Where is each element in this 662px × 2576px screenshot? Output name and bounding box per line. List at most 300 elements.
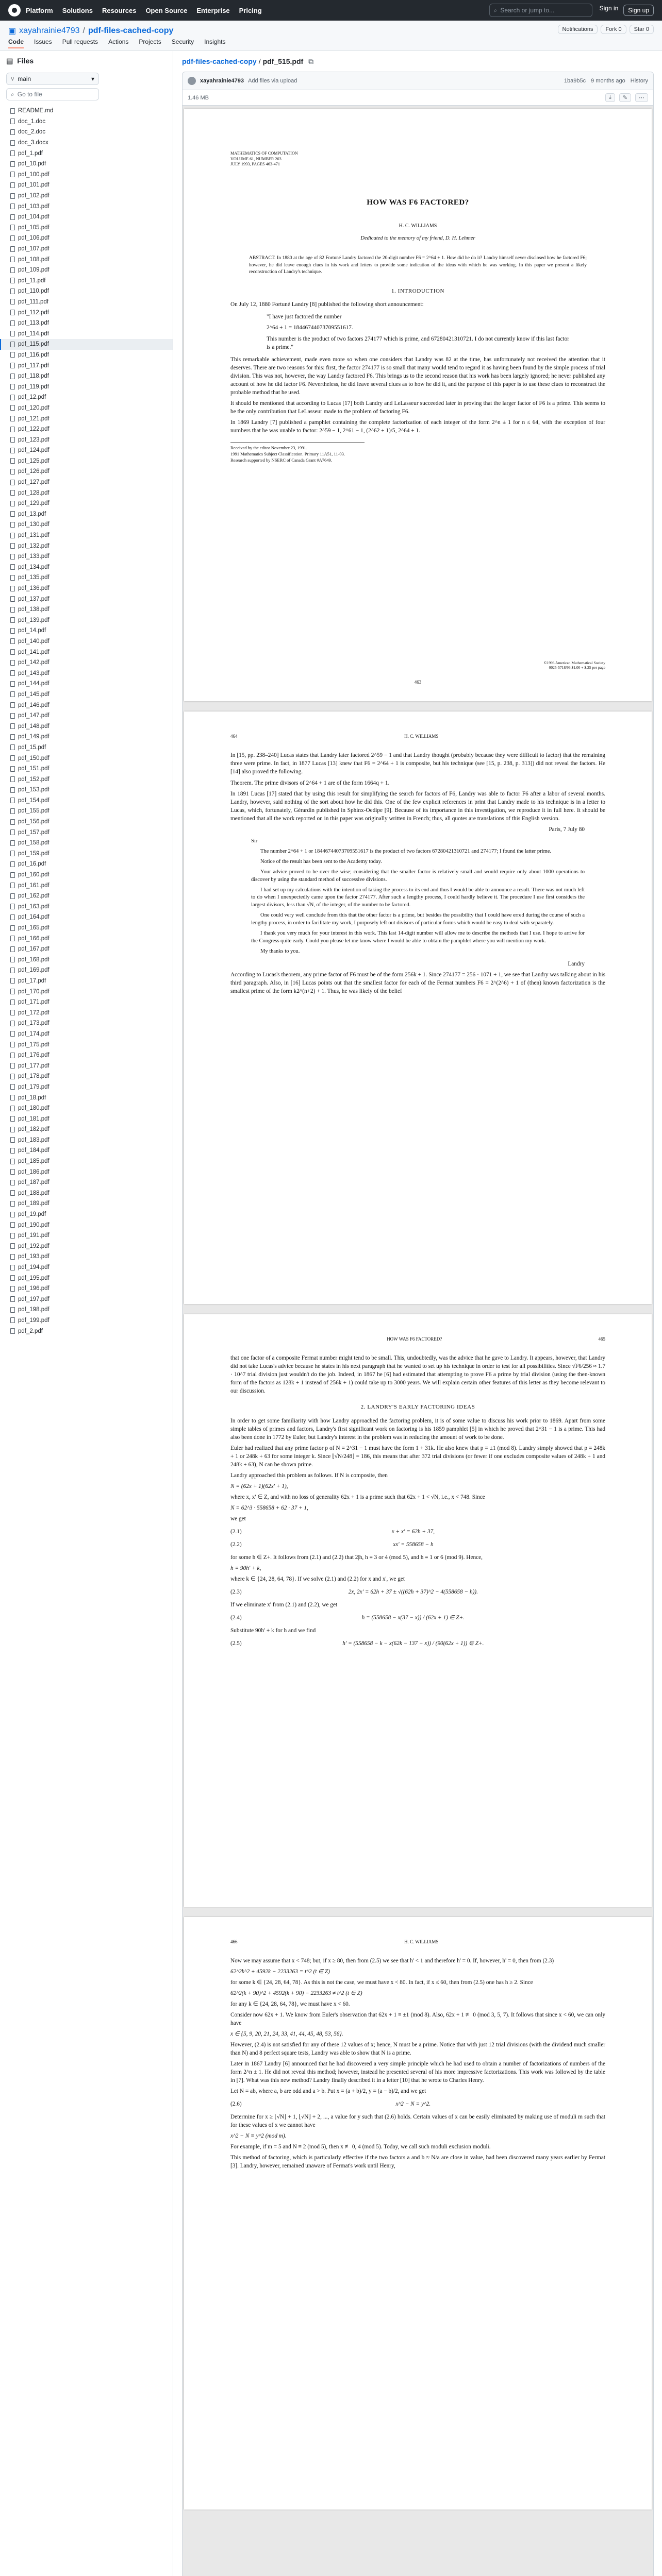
file-tree-item[interactable] bbox=[0, 944, 173, 955]
file-tree-item[interactable] bbox=[0, 424, 173, 435]
file-tree-item[interactable] bbox=[0, 986, 173, 997]
sidebar-toggle-icon[interactable]: ▤ bbox=[6, 56, 13, 65]
star-button[interactable]: Star 0 bbox=[630, 25, 654, 34]
file-tree-item[interactable] bbox=[0, 1241, 173, 1252]
footnote-line: Research supported by NSERC of Canada Grant #A7649. bbox=[230, 457, 332, 463]
commit-age: 9 months ago bbox=[591, 78, 625, 84]
file-icon bbox=[10, 129, 15, 135]
file-icon bbox=[10, 246, 15, 252]
history-link[interactable]: History bbox=[630, 78, 648, 84]
file-tree-item[interactable] bbox=[0, 307, 173, 318]
file-tree-item-label: pdf_165.pdf bbox=[18, 925, 49, 931]
file-tree-item-label: pdf_107.pdf bbox=[18, 246, 49, 252]
file-tree-item-label: pdf_168.pdf bbox=[18, 956, 49, 963]
file-icon bbox=[10, 628, 15, 634]
file-tree-item[interactable] bbox=[0, 1209, 173, 1220]
paragraph: Let N = ab, where a, b are odd and a > b. Put x = (a + b)/2, y = (a − b)/2, and we get bbox=[230, 2088, 426, 2095]
file-tree-item-label: pdf_155.pdf bbox=[18, 808, 49, 815]
file-tree-item[interactable] bbox=[0, 1177, 173, 1188]
file-tree-item[interactable] bbox=[0, 487, 173, 498]
file-icon bbox=[10, 670, 15, 676]
file-tree-item-label: pdf_163.pdf bbox=[18, 903, 49, 910]
file-icon bbox=[10, 278, 15, 283]
fork-button[interactable]: Fork 0 bbox=[601, 25, 626, 34]
file-icon bbox=[10, 883, 15, 888]
repo-title bbox=[8, 26, 173, 36]
file-tree-item[interactable] bbox=[0, 1124, 173, 1135]
pdf-page-465 bbox=[184, 1314, 652, 1907]
file-tree-item[interactable] bbox=[0, 647, 173, 657]
file-tree-item[interactable] bbox=[0, 923, 173, 934]
file-tree-item-label: pdf_135.pdf bbox=[18, 574, 49, 581]
file-icon bbox=[10, 978, 15, 984]
file-tree-item[interactable] bbox=[0, 1060, 173, 1071]
file-tree-item[interactable] bbox=[0, 721, 173, 732]
file-tree-item[interactable] bbox=[0, 170, 173, 180]
file-tree-item-label: pdf_127.pdf bbox=[18, 479, 49, 486]
file-icon bbox=[10, 1275, 15, 1281]
file-toolbar-buttons bbox=[605, 93, 648, 102]
sign-up-button[interactable]: Sign up bbox=[623, 5, 654, 16]
file-tree-item[interactable] bbox=[0, 519, 173, 530]
file-tree-item[interactable] bbox=[0, 116, 173, 127]
file-tree-item[interactable] bbox=[0, 191, 173, 201]
file-icon bbox=[10, 1212, 15, 1217]
file-tree-item[interactable] bbox=[0, 880, 173, 891]
file-tree-item[interactable] bbox=[0, 870, 173, 880]
tab-insights[interactable]: Insights bbox=[204, 38, 226, 45]
file-tree-item[interactable] bbox=[0, 657, 173, 668]
file-tree-item-label: pdf_101.pdf bbox=[18, 182, 49, 189]
file-tree-item[interactable] bbox=[0, 180, 173, 191]
file-tree-item[interactable] bbox=[0, 1007, 173, 1018]
letter-paragraph: Notice of the result has been sent to the Academy today. bbox=[260, 858, 382, 865]
file-tree-item[interactable] bbox=[0, 997, 173, 1008]
paragraph: Landry approached this problem as follows. If N is composite, then bbox=[230, 1472, 388, 1479]
file-tree-item[interactable] bbox=[0, 1304, 173, 1315]
file-tree-item[interactable] bbox=[0, 498, 173, 509]
file-tree-item[interactable] bbox=[0, 700, 173, 710]
pdf-viewer[interactable] bbox=[182, 106, 654, 2576]
file-tree-item[interactable] bbox=[0, 1315, 173, 1326]
file-tree-item-label: pdf_142.pdf bbox=[18, 659, 49, 666]
pdf-page-464 bbox=[184, 711, 652, 1304]
file-icon bbox=[10, 1137, 15, 1143]
file-tree-item[interactable] bbox=[0, 1039, 173, 1050]
repo-actions bbox=[558, 25, 654, 34]
file-tree-item[interactable] bbox=[0, 381, 173, 392]
file-icon bbox=[10, 405, 15, 411]
file-icon bbox=[10, 1222, 15, 1228]
paragraph: for some h ∈ Z+. It follows from (2.1) and (2.2) that 2|h, h ≡ 3 or 4 (mod 5), and h ≡ 1 or 6 (mod 9). Hence, bbox=[230, 1554, 483, 1561]
file-icon bbox=[10, 289, 15, 294]
equation: x ∈ {5, 9, 20, 21, 24, 33, 41, 44, 45, 48, 53, 56}. bbox=[230, 2030, 343, 2037]
file-icon bbox=[10, 140, 15, 146]
file-tree-item-label: pdf_182.pdf bbox=[18, 1126, 49, 1133]
nav-open-source[interactable]: Open Source bbox=[145, 6, 188, 14]
file-tree-item[interactable] bbox=[0, 392, 173, 403]
file-tree-item[interactable] bbox=[0, 403, 173, 414]
global-nav bbox=[26, 7, 262, 14]
sidebar-title: Files bbox=[17, 57, 34, 65]
file-tree-sidebar bbox=[0, 51, 173, 2576]
file-icon bbox=[10, 1010, 15, 1015]
file-tree-item[interactable] bbox=[0, 413, 173, 424]
avatar[interactable] bbox=[188, 77, 196, 85]
file-filter-input[interactable] bbox=[6, 88, 99, 100]
commit-message[interactable]: Add files via upload bbox=[248, 78, 297, 84]
file-tree-item[interactable] bbox=[0, 1262, 173, 1273]
file-tree-item[interactable] bbox=[0, 572, 173, 583]
file-tree-item[interactable] bbox=[0, 902, 173, 912]
file-tree-item[interactable] bbox=[0, 732, 173, 742]
nav-resources[interactable]: Resources bbox=[102, 6, 137, 14]
file-tree-item[interactable] bbox=[0, 254, 173, 265]
file-tree-item-label: pdf_176.pdf bbox=[18, 1052, 49, 1059]
file-tree-item-label: pdf_167.pdf bbox=[18, 946, 49, 953]
file-tree-item[interactable] bbox=[0, 1188, 173, 1199]
file-icon bbox=[10, 374, 15, 379]
file-tree-item[interactable] bbox=[0, 965, 173, 976]
file-tree-item-label: pdf_162.pdf bbox=[18, 893, 49, 900]
paragraph: where x, x' ∈ Z, and with no loss of generality 62x + 1 is a prime such that 62x + 1 < √N, i.e., x < 748. Since bbox=[230, 1494, 485, 1500]
file-tree-item-label: pdf_197.pdf bbox=[18, 1296, 49, 1302]
file-tree-item[interactable] bbox=[0, 159, 173, 170]
letter-paragraph: I thank you very much for your interest in this work. This last 14-digit number will allow me to describe the methods that I use. I hope to arrive for the Congress quite early. Could you please let me know where I would be able to obtain the pamphlet where you will mention my work. bbox=[251, 930, 585, 944]
breadcrumb bbox=[174, 51, 662, 72]
running-head-author: H. C. WILLIAMS bbox=[404, 1939, 439, 1944]
file-tree-item[interactable] bbox=[0, 1230, 173, 1241]
file-tree-item[interactable] bbox=[0, 212, 173, 223]
file-tree-item-label: pdf_121.pdf bbox=[18, 415, 49, 422]
file-tree-item[interactable] bbox=[0, 753, 173, 764]
file-tree-item[interactable] bbox=[0, 148, 173, 159]
breadcrumb-repo-link[interactable]: pdf-files-cached-copy bbox=[182, 57, 257, 65]
file-icon bbox=[10, 161, 15, 167]
file-tree-item-label: doc_1.doc bbox=[18, 118, 46, 125]
paragraph: for any k ∈ {24, 28, 64, 78}, we must have x < 60. bbox=[230, 2001, 350, 2007]
file-tree-item[interactable] bbox=[0, 1018, 173, 1029]
equation: N = (62x + 1)(62x' + 1), bbox=[230, 1483, 288, 1489]
file-tree-item[interactable] bbox=[0, 1198, 173, 1209]
file-tree-item-label: pdf_110.pdf bbox=[18, 288, 49, 295]
file-icon bbox=[10, 310, 15, 315]
file-tree-item[interactable] bbox=[0, 1273, 173, 1283]
file-icon bbox=[10, 808, 15, 814]
file-icon bbox=[10, 395, 15, 400]
file-icon bbox=[10, 861, 15, 867]
file-tree-item[interactable] bbox=[0, 955, 173, 965]
paragraph: According to Lucas's theorem, any prime factor of F6 must be of the form 256k + 1. Since 274177 = 256 · 1071 + 1, we see that Landry was talking about in his third paragraph. Also, in [16] Lucas points out that the smallest factor for each of the Fermat numbers F6 = 2^(2^6) + 1 of (then) known factorization is the smallest prime of the form k2^(n+2) + 1. Thus, he was likely of the belief bbox=[230, 971, 605, 994]
tab-pull-requests[interactable]: Pull requests bbox=[62, 38, 98, 45]
file-icon bbox=[10, 427, 15, 432]
file-tree-item[interactable] bbox=[0, 764, 173, 774]
footnote-line: 1991 Mathematics Subject Classification. Primary 11A51, 11-03. bbox=[230, 451, 345, 456]
file-tree-item-label: pdf_17.pdf bbox=[18, 977, 46, 984]
file-tree-item[interactable] bbox=[0, 1071, 173, 1082]
file-icon bbox=[10, 1254, 15, 1260]
file-tree-item[interactable] bbox=[0, 1283, 173, 1294]
quote-equation: 2^64 + 1 = 18446744073709551617. bbox=[267, 325, 353, 331]
file-tree-item-label: pdf_11.pdf bbox=[18, 277, 46, 284]
file-tree-item-label: doc_3.docx bbox=[18, 140, 48, 146]
commit-hash[interactable]: 1ba9b5c bbox=[564, 78, 586, 84]
file-tree-item[interactable] bbox=[0, 445, 173, 456]
file-tree-item[interactable] bbox=[0, 710, 173, 721]
file-tree-item[interactable] bbox=[0, 1082, 173, 1093]
notifications-button[interactable]: Notifications bbox=[558, 25, 598, 34]
nav-platform[interactable]: Platform bbox=[26, 6, 53, 14]
running-head-title: HOW WAS F6 FACTORED? bbox=[387, 1336, 442, 1342]
file-tree-item-label: pdf_2.pdf bbox=[18, 1328, 43, 1334]
file-tree-item[interactable] bbox=[0, 318, 173, 329]
file-tree-item[interactable] bbox=[0, 1113, 173, 1124]
github-logo-icon[interactable] bbox=[8, 4, 21, 16]
commit-author[interactable]: xayahrainie4793 bbox=[200, 78, 244, 84]
file-tree-item[interactable] bbox=[0, 456, 173, 467]
file-tree-item-label: pdf_170.pdf bbox=[18, 988, 49, 995]
file-tree-item-label: pdf_132.pdf bbox=[18, 543, 49, 549]
file-icon bbox=[10, 586, 15, 591]
file-tree-item[interactable] bbox=[0, 785, 173, 795]
sign-in-link[interactable]: Sign in bbox=[599, 5, 619, 12]
file-icon bbox=[10, 819, 15, 825]
copyright-line: 0025-5718/93 $1.00 + $.25 per page bbox=[549, 665, 605, 670]
file-tree-item-label: pdf_139.pdf bbox=[18, 617, 49, 623]
edit-icon[interactable]: ✎ bbox=[619, 93, 631, 102]
file-tree-item[interactable] bbox=[0, 827, 173, 838]
file-icon bbox=[10, 1159, 15, 1164]
file-icon bbox=[10, 925, 15, 931]
file-tree-item[interactable] bbox=[0, 817, 173, 827]
global-header bbox=[0, 0, 662, 21]
file-tree-item[interactable] bbox=[0, 668, 173, 679]
file-tree-item[interactable] bbox=[0, 1166, 173, 1177]
file-tree-item-label: pdf_143.pdf bbox=[18, 670, 49, 676]
paragraph: Now we may assume that x < 748; but, if x ≥ 80, then from (2.5) we see that h' < 1 and therefore h' = 0. If, however, h' = 0, then from (2.3) bbox=[230, 1957, 554, 1964]
file-tree-item[interactable] bbox=[0, 328, 173, 339]
paragraph: Euler had realized that any prime factor p of N = 2^31 − 1 must have the form 1 + 31k. He also knew that p ≡ ±1 (mod 8). Landry simply showed that p = 248k + 1 or 248k + 63 for some integer k. Since ⌊√N/248⌋ = 186, this means that after 372 trial divisions (or fewer if one excludes composite values of 248k + 1 and 248k + 63), N can be shown prime. bbox=[230, 1445, 605, 1468]
pdf-page-463 bbox=[184, 109, 652, 701]
letter-signature: Landry bbox=[568, 960, 585, 967]
file-tree-item-label: pdf_104.pdf bbox=[18, 214, 49, 221]
file-tree-item[interactable] bbox=[0, 1294, 173, 1305]
file-icon bbox=[10, 257, 15, 262]
file-icon bbox=[10, 225, 15, 230]
tab-code[interactable]: Code bbox=[8, 38, 24, 48]
file-tree-item[interactable] bbox=[0, 339, 173, 350]
repo-owner-link[interactable]: xayahrainie4793 bbox=[19, 26, 80, 35]
file-tree-item-label: pdf_188.pdf bbox=[18, 1190, 49, 1196]
file-tree-item-label: pdf_141.pdf bbox=[18, 649, 49, 655]
file-tree-item[interactable] bbox=[0, 1156, 173, 1167]
file-icon bbox=[10, 744, 15, 750]
file-tree-item-label: pdf_112.pdf bbox=[18, 309, 49, 316]
file-tree-item[interactable] bbox=[0, 360, 173, 371]
file-tree-item[interactable] bbox=[0, 838, 173, 849]
file-tree-item[interactable] bbox=[0, 679, 173, 689]
global-search-input[interactable] bbox=[489, 4, 592, 17]
file-icon bbox=[10, 957, 15, 962]
nav-solutions[interactable]: Solutions bbox=[62, 6, 93, 14]
file-tree-item[interactable] bbox=[0, 371, 173, 382]
file-tree-item[interactable] bbox=[0, 509, 173, 520]
file-tree-item-label: pdf_146.pdf bbox=[18, 702, 49, 708]
file-tree-item[interactable] bbox=[0, 849, 173, 859]
file-tree-item[interactable] bbox=[0, 1029, 173, 1040]
letter-paragraph: Your advice proved to be over the wise; considering that the smaller factor is relatively small and would require only about 1000 operations to discover by using the standard method of successive divisions. bbox=[251, 869, 585, 883]
file-tree-item[interactable] bbox=[0, 1145, 173, 1156]
file-tree-item[interactable] bbox=[0, 625, 173, 636]
more-options-icon[interactable]: ⋯ bbox=[635, 93, 648, 102]
file-tree-item[interactable] bbox=[0, 1135, 173, 1146]
file-icon bbox=[10, 320, 15, 326]
file-icon bbox=[10, 660, 15, 666]
file-tree-item[interactable] bbox=[0, 286, 173, 297]
branch-selector[interactable] bbox=[6, 73, 99, 85]
file-tree-item[interactable] bbox=[0, 1251, 173, 1262]
file-tree-item-label: pdf_137.pdf bbox=[18, 596, 49, 602]
file-tree-item-label: pdf_187.pdf bbox=[18, 1179, 49, 1186]
file-tree-item-label: pdf_122.pdf bbox=[18, 426, 49, 433]
file-icon bbox=[10, 235, 15, 241]
nav-enterprise[interactable]: Enterprise bbox=[196, 6, 230, 14]
paragraph: In 1891 Lucas [17] stated that by using this result for simplifying the search for factors of F6, Landry was able to factor F6 after a labor of several months. Landry, however, said nothing of the sort about how he did this. One of the few explicit references in print that Landry made to his technique is in a letter to Lucas, which, fortunately, Gérardin published in Sphinx-Oedipe [9]. Because of its importance in this investigation, we reproduce it in full here. It should be mentioned that all the work reported on in this paper was originally written in French; thus, all quotes are translations of this English version. bbox=[230, 790, 605, 822]
quote-block bbox=[267, 313, 569, 351]
branch-icon: ⑂ bbox=[11, 75, 15, 82]
file-tree-item[interactable] bbox=[0, 636, 173, 647]
file-icon bbox=[10, 1106, 15, 1111]
equation: x^2 − N = y^2. bbox=[395, 2101, 431, 2108]
file-tree-item[interactable] bbox=[0, 1219, 173, 1230]
file-tree-item[interactable] bbox=[0, 891, 173, 902]
file-tree-item[interactable] bbox=[0, 1050, 173, 1061]
file-tree-item[interactable] bbox=[0, 434, 173, 445]
theorem: Theorem. The prime divisors of 2^64 + 1 are of the form 1664q + 1. bbox=[230, 779, 390, 786]
file-tree-item[interactable] bbox=[0, 540, 173, 551]
file-tree-item[interactable] bbox=[0, 604, 173, 615]
file-tree-item-label: pdf_120.pdf bbox=[18, 404, 49, 411]
equation: h' = (558658 − k − x(62k − 137 − x)) / (90(62x + 1)) ∈ Z+. bbox=[342, 1640, 484, 1647]
file-icon bbox=[10, 384, 15, 389]
tab-security[interactable]: Security bbox=[171, 38, 194, 45]
file-tree-item-label: pdf_103.pdf bbox=[18, 203, 49, 210]
file-tree-item-label: pdf_179.pdf bbox=[18, 1083, 49, 1090]
paragraph: This method of factoring, which is particularly effective if the two factors a and b ≈ N/a are close in value, had been discovered many years earlier by Fermat [3]. Landry, however, remained unaware of Fermat's work until Henry, bbox=[230, 2155, 605, 2170]
download-icon[interactable]: ⤓ bbox=[605, 93, 615, 102]
file-icon bbox=[10, 638, 15, 644]
file-icon bbox=[10, 108, 15, 114]
file-tree-item[interactable] bbox=[0, 244, 173, 255]
file-tree-item[interactable] bbox=[0, 594, 173, 604]
letter-paragraph: One could very well conclude from this that the other factor is a prime, but besides the possibility that I could have erred during the course of such a lengthy process, in order to facilitate my work, I purposely left out divisors of particular forms which would be easy to deal with separately. bbox=[251, 912, 585, 926]
tab-issues[interactable]: Issues bbox=[34, 38, 52, 45]
file-tree-item[interactable] bbox=[0, 106, 173, 116]
tab-projects[interactable]: Projects bbox=[139, 38, 161, 45]
file-tree-item[interactable] bbox=[0, 1103, 173, 1114]
file-tree-item[interactable] bbox=[0, 297, 173, 308]
file-tree-item-label: pdf_183.pdf bbox=[18, 1137, 49, 1143]
file-tree-item[interactable] bbox=[0, 265, 173, 276]
file-tree-item[interactable] bbox=[0, 223, 173, 233]
file-icon bbox=[10, 1317, 15, 1323]
file-tree-item[interactable] bbox=[0, 774, 173, 785]
file-icon bbox=[10, 1296, 15, 1302]
file-tree-item[interactable] bbox=[0, 859, 173, 870]
file-tree-item[interactable] bbox=[0, 1092, 173, 1103]
file-tree-item[interactable] bbox=[0, 742, 173, 753]
file-tree-item[interactable] bbox=[0, 350, 173, 361]
nav-pricing[interactable]: Pricing bbox=[239, 6, 262, 14]
file-tree-item[interactable] bbox=[0, 615, 173, 626]
file-icon bbox=[10, 564, 15, 570]
file-icon bbox=[10, 1169, 15, 1175]
file-icon bbox=[10, 968, 15, 973]
copy-path-icon[interactable]: ⧉ bbox=[308, 57, 314, 65]
file-tree-item[interactable] bbox=[0, 933, 173, 944]
file-icon bbox=[10, 501, 15, 506]
branch-name: main bbox=[18, 75, 31, 82]
file-icon bbox=[10, 691, 15, 697]
file-icon bbox=[10, 617, 15, 623]
file-icon bbox=[10, 755, 15, 761]
repo-name-link[interactable]: pdf-files-cached-copy bbox=[88, 26, 174, 35]
running-head bbox=[230, 1336, 605, 1343]
file-icon bbox=[10, 448, 15, 453]
file-tree-item[interactable] bbox=[0, 912, 173, 923]
file-icon bbox=[10, 1074, 15, 1079]
equation-row: (2.2) xx' = 558658 − h bbox=[230, 1540, 605, 1549]
file-tree-item[interactable] bbox=[0, 233, 173, 244]
file-tree-item-label: pdf_18.pdf bbox=[18, 1094, 46, 1101]
running-head bbox=[230, 733, 605, 740]
file-tree-item[interactable] bbox=[0, 583, 173, 594]
file-tree-item[interactable] bbox=[0, 201, 173, 212]
file-tree-item[interactable] bbox=[0, 689, 173, 700]
file-tree-item[interactable] bbox=[0, 562, 173, 573]
file-tree-item[interactable] bbox=[0, 530, 173, 541]
file-icon bbox=[10, 734, 15, 740]
file-tree-item[interactable] bbox=[0, 551, 173, 562]
equation-row: (2.5) h' = (558658 − k − x(62k − 137 − x)) / (90(62x + 1)) ∈ Z+. bbox=[230, 1639, 605, 1648]
file-tree-item[interactable] bbox=[0, 127, 173, 138]
breadcrumb-file: pdf_515.pdf bbox=[262, 57, 304, 65]
file-tree-item[interactable] bbox=[0, 806, 173, 817]
file-tree-item-label: pdf_144.pdf bbox=[18, 681, 49, 687]
file-icon bbox=[10, 1021, 15, 1026]
file-tree-item[interactable] bbox=[0, 795, 173, 806]
letter-block bbox=[251, 838, 585, 956]
tab-actions[interactable]: Actions bbox=[108, 38, 129, 45]
file-tree-item-label: pdf_198.pdf bbox=[18, 1307, 49, 1313]
file-tree-item-label: pdf_149.pdf bbox=[18, 734, 49, 740]
file-tree-item-label: pdf_145.pdf bbox=[18, 691, 49, 698]
file-icon bbox=[10, 936, 15, 941]
running-head-page: 465 bbox=[598, 1336, 605, 1342]
file-tree-item[interactable] bbox=[0, 276, 173, 286]
file-icon bbox=[10, 1180, 15, 1185]
file-tree-item[interactable] bbox=[0, 466, 173, 477]
file-tree-item[interactable] bbox=[0, 1326, 173, 1336]
file-tree-item-label: pdf_129.pdf bbox=[18, 500, 49, 507]
file-tree-item[interactable] bbox=[0, 138, 173, 148]
file-tree-item[interactable] bbox=[0, 477, 173, 488]
file-tree-item[interactable] bbox=[0, 976, 173, 987]
file-icon bbox=[10, 723, 15, 729]
file-icon bbox=[10, 172, 15, 177]
paragraph: For example, if m = 5 and N ≡ 2 (mod 5), then x ≢ 0, 4 (mod 5). Today, we call such moduli exclusion moduli. bbox=[230, 2144, 491, 2150]
file-tree-item-label: pdf_177.pdf bbox=[18, 1062, 49, 1069]
